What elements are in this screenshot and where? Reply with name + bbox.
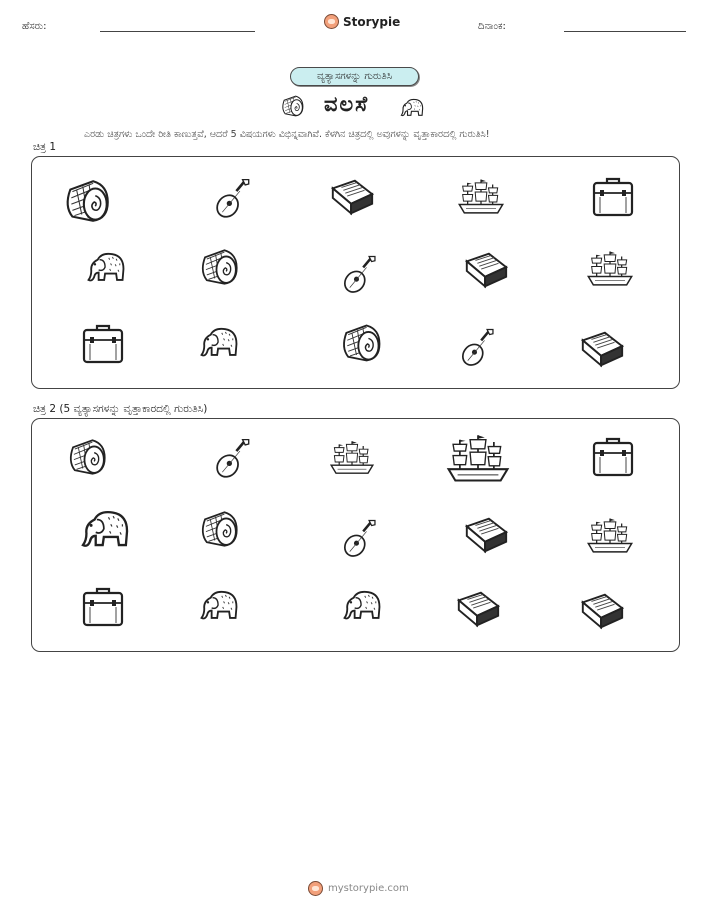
picture2-panel [31, 418, 680, 652]
book-icon[interactable] [462, 246, 510, 294]
bear-logo-icon [308, 881, 323, 896]
bedroll-icon[interactable] [336, 320, 388, 366]
ship-icon[interactable] [456, 175, 506, 219]
ship-icon[interactable] [585, 514, 635, 558]
lute-icon[interactable] [210, 435, 254, 483]
bear-logo-icon [324, 14, 339, 29]
bedroll-icon[interactable] [195, 507, 245, 551]
instructions: ಎರಡು ಚಿತ್ರಗಳು ಒಂದೇ ರೀತಿ ಕಾಣುತ್ತವೆ, ಆದರೆ 5 ವಿಷಯಗಳು ವಿಭಿನ್ನವಾಗಿವೆ. ಕೆಳಗಿನ ಚಿತ್ರದಲ್ಲಿ ಅವುಗಳನ್ನು ವೃತ್ತಾಕಾರದಲ್ಲಿ ಗುರುತಿಸಿ! [84, 129, 490, 140]
book-icon[interactable] [328, 173, 376, 221]
elephant-icon[interactable] [338, 583, 386, 629]
ship-icon[interactable] [444, 429, 512, 489]
footer [308, 881, 409, 896]
lute-icon[interactable] [338, 513, 380, 565]
picture1-label: ಚಿತ್ರ 1 [33, 141, 57, 153]
elephant-icon[interactable] [82, 245, 130, 291]
page-title: ವಲಸೆ [324, 92, 370, 116]
elephant-icon [397, 94, 427, 122]
bedroll-icon[interactable] [62, 175, 114, 227]
bedroll-icon[interactable] [62, 435, 114, 479]
book-icon[interactable] [578, 325, 626, 373]
book-icon[interactable] [454, 585, 502, 633]
ship-icon[interactable] [585, 247, 635, 291]
picture1-panel [31, 156, 680, 389]
elephant-icon[interactable] [72, 501, 138, 559]
book-icon[interactable] [462, 511, 510, 559]
suitcase-icon[interactable] [78, 583, 128, 633]
book-icon[interactable] [578, 587, 626, 635]
suitcase-icon[interactable] [588, 173, 638, 223]
ship-icon[interactable] [328, 437, 376, 479]
lute-icon[interactable] [338, 249, 380, 301]
footer-site: mystorypie.com [328, 883, 409, 894]
brand [324, 14, 400, 29]
brand-name: Storypie [343, 14, 401, 29]
task-pill: ವ್ಯತ್ಯಾಸಗಳನ್ನು ಗುರುತಿಸಿ [290, 67, 419, 86]
lute-icon[interactable] [210, 175, 254, 223]
elephant-icon[interactable] [195, 320, 243, 366]
name-line[interactable] [100, 31, 255, 32]
picture2-label: ಚಿತ್ರ 2 (5 ವ್ಯತ್ಯಾಸಗಳನ್ನು ವೃತ್ತಾಕಾರದಲ್ಲಿ ಗುರುತಿಸಿ) [33, 403, 208, 415]
name-label: ಹೆಸರು: [22, 21, 47, 32]
date-line[interactable] [564, 31, 686, 32]
bedroll-icon[interactable] [195, 245, 245, 289]
bedroll-icon [280, 93, 306, 119]
elephant-icon[interactable] [195, 583, 243, 629]
date-label: ದಿನಾಂಕ: [478, 21, 506, 32]
suitcase-icon[interactable] [78, 320, 128, 370]
lute-icon[interactable] [456, 322, 498, 374]
suitcase-icon[interactable] [588, 433, 638, 483]
